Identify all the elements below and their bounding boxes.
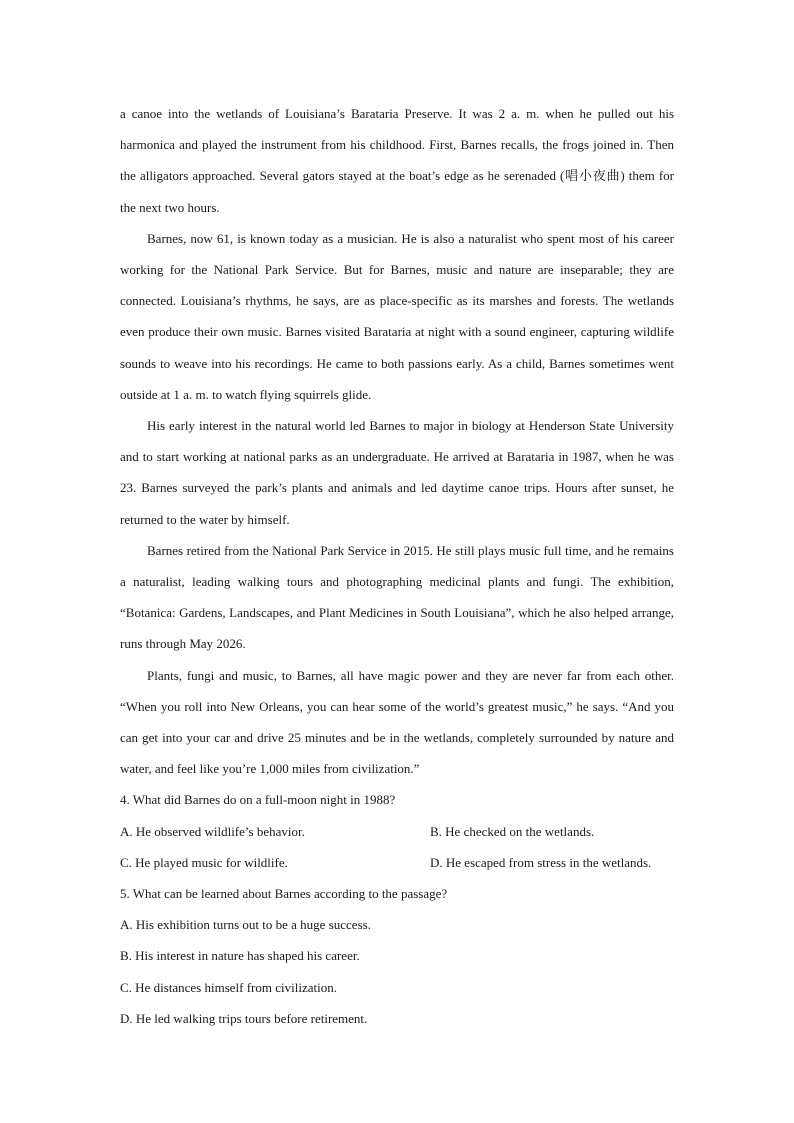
question-4-option-a: A. He observed wildlife’s behavior.: [120, 823, 305, 839]
question-5-stem: 5. What can be learned about Barnes according to the passage?: [120, 886, 448, 902]
question-4-option-b: B. He checked on the wetlands.: [430, 823, 595, 839]
passage-paragraph-3: His early interest in the natural world led Barnes to major in biology at Henderson State University and to start working at national parks as an undergraduate. He arrived at Barataria in 1987, when he was 23. Barnes surveyed the park’s plants and animals and led daytime canoe trips. Hours after sunset, he returned to the water by himself.: [120, 418, 674, 527]
question-5-option-b: B. His interest in nature has shaped his career.: [120, 948, 360, 964]
question-4-stem: 4. What did Barnes do on a full-moon night in 1988?: [120, 792, 396, 808]
question-4-option-d: D. He escaped from stress in the wetlands.: [430, 854, 652, 870]
question-4-options-row-1: [120, 816, 674, 847]
question-5-option-d: D. He led walking trips tours before retirement.: [120, 1010, 368, 1026]
passage-paragraph-4: Barnes retired from the National Park Service in 2015. He still plays music full time, and he remains a naturalist, leading walking tours and photographing medicinal plants and fungi. The exhibition, “Botanica: Gardens, Landscapes, and Plant Medicines in South Louisiana”, which he also helped arrange, runs through May 2026.: [120, 542, 674, 652]
question-4-option-c: C. He played music for wildlife.: [120, 854, 288, 870]
question-4-options-row-2: [120, 847, 674, 878]
passage-paragraph-2: Barnes, now 61, is known today as a musician. He is also a naturalist who spent most of his career working for the National Park Service. But for Barnes, music and nature are inseparable; they are connected. Louisiana’s rhythms, he says, are as place-specific as its marshes and forests. The wetlands even produce their own music. Barnes visited Barataria at night with a sound engineer, capturing wildlife sounds to weave into his recordings. He came to both passions early. As a child, Barnes sometimes went outside at 1 a. m. to watch flying squirrels glide.: [120, 230, 674, 402]
passage-paragraph-1: a canoe into the wetlands of Louisiana’s Barataria Preserve. It was 2 a. m. when he pulled out his harmonica and played the instrument from his childhood. First, Barnes recalls, the frogs joined in. Then the alligators approached. Several gators stayed at the boat’s edge as he serenaded (唱小夜曲) them for the next two hours.: [120, 106, 674, 215]
question-5-option-c: C. He distances himself from civilization.: [120, 979, 337, 995]
document-page: [120, 98, 674, 1034]
passage-paragraph-5: Plants, fungi and music, to Barnes, all have magic power and they are never far from each other. “When you roll into New Orleans, you can hear some of the world’s greatest music,” he says. “And you can get into your car and drive 25 minutes and be in the wetlands, completely surrounded by nature and water, and feel like you’re 1,000 miles from civilization.”: [120, 667, 674, 777]
question-5-option-a: A. His exhibition turns out to be a huge success.: [120, 917, 371, 933]
